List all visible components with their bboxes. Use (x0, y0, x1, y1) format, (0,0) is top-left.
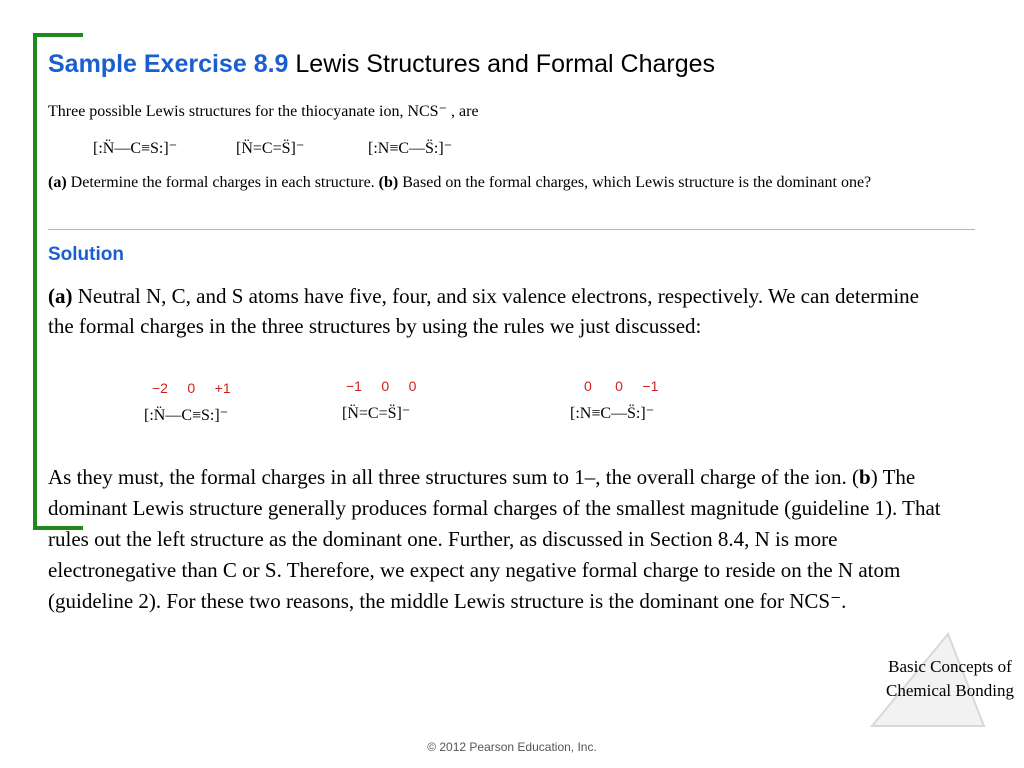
part-a-label: (a) (48, 174, 67, 191)
solution-a-label: (a) (48, 284, 73, 308)
charges-structure-3 (584, 378, 658, 394)
part-a-text: Determine the formal charges in each structure. (66, 174, 379, 191)
charges-structure-1 (152, 380, 231, 396)
divider (48, 229, 975, 230)
part-b-text: Based on the formal charges, which Lewis structure is the dominant one? (398, 174, 872, 191)
problem-structure-1: [:N̈—C≡S:]⁻ (93, 140, 178, 157)
charge-c-2: 0 (381, 378, 390, 394)
charge-c-1: 0 (187, 380, 196, 396)
solution-b-label: b (859, 465, 871, 489)
solution-a-text: Neutral N, C, and S atoms have five, four, and six valence electrons, respectively. We can determine the formal charges in the three structures by using the rules we just discussed: (48, 284, 920, 338)
problem-question (48, 172, 928, 194)
charge-n-1: −2 (152, 380, 168, 396)
page-title (48, 50, 715, 79)
charges-structure-2 (346, 378, 416, 394)
problem-structure-2: [N̈=C=S̈]⁻ (236, 140, 305, 157)
problem-structure-3: [:N≡C—S̈:]⁻ (368, 140, 453, 157)
chapter-label: Basic Concepts of Chemical Bonding (886, 657, 1014, 700)
charge-n-3: 0 (584, 378, 592, 394)
solution-b-start: As they must, the formal charges in all three structures sum to 1–, the overall charge of the ion. ( (48, 465, 860, 489)
charge-s-3: −1 (642, 378, 659, 394)
solution-structure-2: [N̈=C=S̈]⁻ (342, 405, 411, 422)
exercise-label: Sample Exercise 8.9 (48, 50, 289, 78)
charge-s-2: 0 (408, 378, 417, 394)
solution-b-end: ) The dominant Lewis structure generally produces formal charges of the smallest magnitude (guideline 1). That rules out the left structure as the dominant one. Further, as discussed in Section 8.4, N is more electronegative than C or S. Therefore, we expect any negative formal charge to reside on the N atom (guideline 2). For these two reasons, the middle Lewis structure is the dominant one for NCS⁻. (48, 465, 941, 613)
charge-s-1: +1 (214, 380, 231, 396)
solution-heading: Solution (48, 244, 124, 265)
solution-part-a (48, 281, 948, 341)
solution-part-b (48, 462, 968, 617)
solution-structure-3: [:N≡C—S̈:]⁻ (570, 405, 655, 422)
part-b-label: (b) (378, 174, 399, 191)
charge-c-3: 0 (615, 378, 623, 394)
problem-intro: Three possible Lewis structures for the thiocyanate ion, NCS⁻ , are (48, 103, 479, 120)
copyright-footer: © 2012 Pearson Education, Inc. (427, 740, 597, 754)
exercise-title: Lewis Structures and Formal Charges (295, 50, 716, 78)
solution-structure-1: [:N̈—C≡S:]⁻ (144, 407, 229, 424)
charge-n-2: −1 (346, 378, 362, 394)
